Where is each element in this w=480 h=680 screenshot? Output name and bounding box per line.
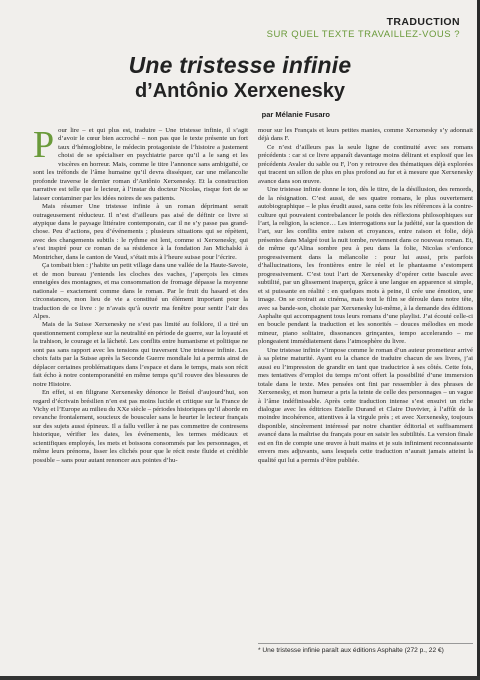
paragraph: Mais résumer Une tristesse infinie à un roman déprimant serait outrageusement réducteur. Il n’est d’ailleurs pas aisé de définir ce livre si atypique dans le paysage littéraire contemporain, car il ne s’y passe pas grand-chose. Peu d’actions, peu d’événements ; plusieurs situations qui se répètent, avec des changements subtils : le rythme est lent, comme si Xerxenesky, qui s’est inspiré pour ce roman de sa résidence à la fondation Jan Michalski à Montricher, dans le canton de Vaud, s’était mis à l’heure suisse pour l’écrire. <box>33 203 248 261</box>
paragraph: Ce n’est d’ailleurs pas la seule ligne de continuité avec ses romans précédents : car si ce livre apparaît davantage moins délirant et explosif que les précédents Avaler du sable ou F, l’on y retrouve des thématiques déjà explorées qui tracent un sillon de plus en plus profond au fur et à mesure que Xerxenesky avance dans son œuvre. <box>258 143 473 185</box>
section-label: TRADUCTION <box>386 16 460 28</box>
paragraph: Pour lire – et qui plus est, traduire – Une tristesse infinie, il s’agit d’avoir le cœur bien accroché – non pas que le texte présente un fort taux d’hémoglobine, le médecin protagoniste de l’histoire a justement choisi de se spécialiser en psychiatrie parce qu’il a le sang et les viscères en horreur. Mais, comme le titre l’annonce sans ambiguïté, ce sont les tréfonds de l’âme humaine qu’il devra disséquer, car une mélancolie profonde traverse le dernier roman d’Antônio Xerxenesky. Et la construction narrative est telle que le lecteur, à l’instar du docteur Nicolas, risque fort de se laisser contaminer par les idées noires de ses patients. <box>33 127 248 202</box>
article-subtitle: d’Antônio Xerxenesky <box>134 80 346 102</box>
paragraph: En effet, si en filigrane Xerxenesky dénonce le Brésil d’aujourd’hui, son regard d’écrivain brésilien n’en est pas moins lucide et critique sur la France de Vichy et l’Europe au milieu du XXe siècle – périodes historiques qu’il aborde en revanche frontalement, soucieux de bousculer sans le heurter le lecteur français sur des sujets aussi épineux. Il a fallu veiller à ne pas commettre de contresens historique, vérifier les dates, les événements, les termes médicaux et scientifiques employés, les mets et boissons consommés par les personnages, et même leurs prénoms, lisser les clichés pour que le récit reste fluide et crédible possible – sans pour autant renoncer aux pointes d’hu- <box>33 389 248 464</box>
paragraph: mour sur les Français et leurs petites manies, comme Xerxenesky s’y adonnait déjà dans F. <box>258 127 473 143</box>
footnote-divider <box>258 643 473 644</box>
section-subtitle: SUR QUEL TEXTE TRAVAILLEZ-VOUS ? <box>266 29 460 40</box>
left-column <box>33 127 248 642</box>
paragraph: Ça tombait bien : j’habite un petit village dans une vallée de la Haute-Savoie, et de mon bureau j’entends les cloches des vaches, j’aperçois les cimes enneigées des montagnes, et ma consommation de fromage dépasse la moyenne nationale – exactement comme dans le roman. Par le fruit du hasard et des circonstances, mon lieu de vie a constitué un élément important pour la traduction de ce livre : je n’avais qu’à ouvrir ma fenêtre pour sentir l’air des Alpes. <box>33 262 248 320</box>
paragraph: Une tristesse infinie s’impose comme le roman d’un auteur prometteur arrivé à sa pleine maturité. Ayant eu la chance de traduire chacun de ses livres, j’ai aussi eu l’impression de grandir en tant que traductrice à ses côtés. Cette fois, mes tentatives d’emploi du temps m’ont offert la possibilité d’une immersion totale dans le texte. Mes pensées ont fini par ressembler à des phrases de Xerxenesky, et mon humeur a pris la teinte de celle des personnages – un vague à l’âme indéfinissable. Après cette traduction intense s’est ensuivi un riche dialogue avec les éditrices Estelle Durand et Claire Duvivier, à l’affût de la moindre incohérence, attentives à la virgule près ; et avec Xerxenesky, toujours disponible, sincèrement intéressé par notre chantier éditorial et suffisamment avancé dans la maîtrise du français pour en saisir les subtilités. La version finale est en fin de compte une œuvre à huit mains et je suis infiniment reconnaissante envers mes adjuvants, sans lesquels cette traduction n’aurait jamais atteint la qualité qui lui a permis d’être publiée. <box>258 346 473 464</box>
article-title: Une tristesse infinie <box>128 52 352 78</box>
page-bottom-edge <box>0 676 480 680</box>
drop-cap: P <box>33 127 55 166</box>
paragraph: Une tristesse infinie donne le ton, dès le titre, de la désillusion, des remords, de la résignation. C’est aussi, de ses quatre romans, le plus ouvertement autobiographique – le plus érudit aussi, sans cette fois les références à la contre-culture qui pouvaient contrebalancer le poids des réflexions philosophiques sur l’art, la religion, la science… Les interrogations sur la judéité, sur la question de l’art, sur les conflits entre raison et croyances, entre raison et folie, déjà présentes dans Malgré tout la nuit tombe, reviennent dans ce nouveau roman. Et, de même qu’Alina sombre peu à peu dans la folie, Nicolas s’enfonce progressivement dans la mélancolie : pour lui aussi, pris parfois d’hallucinations, les frontières entre le réel et le phantasme s’estompent progressivement. C’est tout l’art de Xerxenesky d’opérer cette bascule avec subtilité, par un glissement inaperçu, grâce à une langue en apparence si simple, et si puissante en réalité : en quelques mots à peine, il crée une émotion, une image. On se croirait au cinéma, mais tout le film se déroule dans notre tête, avec sa bande-son, choisie par Xerxenesky lui-même, à la demande des éditions Asphalte qui accompagnent tous leurs romans d’une playlist. J’ai écouté celle-ci en boucle pendant la traduction et les sonorités – douces mélodies en mode mineur, piano solitaire, dissonances grinçantes, tempo accelerando – me plongeaient immédiatement dans l’atmosphère du livre. <box>258 186 473 346</box>
paragraph: Mais de la Suisse Xerxenesky ne s’est pas limité au folklore, il a tiré un questionnement complexe sur la neutralité en période de guerre, sur la loyauté et la trahison, le courage et la lâcheté. Les conflits entre humanisme et politique ne sont pas sans rapport avec les tensions qui traversent Une tristesse infinie. Les choix faits par la Suisse après la Seconde Guerre mondiale lui a permis ainsi de déplacer certaines problématiques dans l’espace et dans le temps, mais son récit fait écho à notre contemporanéité en même temps qu’il rouvre des blessures de notre Histoire. <box>33 321 248 388</box>
right-column <box>258 127 473 642</box>
article-byline: par Mélanie Fusaro <box>261 110 330 119</box>
footnote: * Une tristesse infinie paraît aux éditions Asphalte (272 p., 22 €) <box>258 647 444 654</box>
